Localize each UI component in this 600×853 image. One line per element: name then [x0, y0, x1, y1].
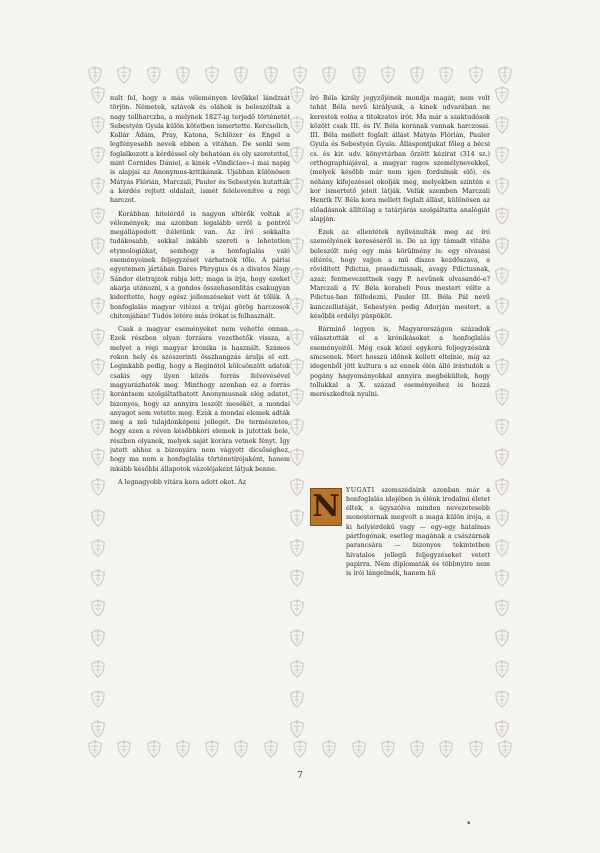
right-text-column [310, 94, 490, 734]
left-text-column [110, 94, 290, 734]
heraldic-shield-icon [288, 539, 306, 557]
heraldic-shield-icon [493, 177, 511, 195]
heraldic-shield-icon [288, 599, 306, 617]
heraldic-shield-icon [89, 207, 107, 225]
heraldic-shield-icon [493, 720, 511, 738]
heraldic-shield-icon [288, 660, 306, 678]
heraldic-shield-icon [89, 448, 107, 466]
heraldic-shield-icon [288, 388, 306, 406]
page-number: 7 [297, 771, 303, 781]
heraldic-shield-icon [86, 66, 104, 84]
heraldic-shield-icon [89, 297, 107, 315]
heraldic-shield-icon [89, 177, 107, 195]
heraldic-shield-icon [496, 740, 514, 758]
heraldic-shield-icon [408, 740, 426, 758]
heraldic-shield-icon [89, 358, 107, 376]
heraldic-shield-icon [493, 86, 511, 104]
paragraph: szomszédaink azonban már a honfoglalás idejében is élénk irodalmi életet éltek, s ügyszólva minden nevezetesebb monostornak megvolt a maga külön írója, a ki helyiérdekű vagy — egy-egy hatalmas pártfogónak, esetleg magának a császárnak parancsára — bizonyos tekintetben hivatalos jellegű feljegyzéseket vetett papirra. Nem diplomaták és többnyire nem is írói lángelmék, hanem hű [346, 486, 490, 578]
heraldic-shield-icon [203, 740, 221, 758]
heraldic-shield-icon [493, 629, 511, 647]
heraldic-shield-icon [288, 629, 306, 647]
paragraph: Csak a magyar eseményeket nem vehette onnan. Ezek részben olyan forrásra vezethetők vissza, a melyet a régi magyar krónika is használt. Számos rokon hely és szószerinti összhangzás árulja el ezt. Leginkább pedig, hogy a Reginótól kölcsönzött adatok csakis egy ilyen közös forrás felvevésével magyarázhatók meg. Minthogy azonban ez a forrás korántsem szolgáltathatott Anonymusnak elég adatot, bizonyos, hogy az annyira leszólt mesékét, a mondai anyagot sem vetette meg. Ezek a mondai elemek adták meg a mű tulajdonképeni jellegét. De természetes, hogy ezen a réven későbbkori elemek is jutottak bele, részben olyanok, melyek saját korára vetnek fényt. Így jutott ahhoz a bizonyára nem vágyott dicsőséghez, hogy ma nem a honfoglalás történetírójaként, hanem inkább későbbi állapotok vázolójaként látjuk benne. [110, 326, 290, 473]
heraldic-shield-icon [86, 740, 104, 758]
heraldic-shield-icon [115, 66, 133, 84]
heraldic-shield-icon [89, 418, 107, 436]
heraldic-shield-icon [89, 267, 107, 285]
heraldic-shield-icon [89, 539, 107, 557]
ornament-border-top [86, 64, 514, 86]
heraldic-shield-icon [467, 740, 485, 758]
paragraph: Korábban hitelérdő is nagyon eltérők voltak a vélemények; ma azonban legalább erről a pontról megállapodott ítéletünk van. Az író sokkalta tudákosabb, sokkal inkább szereti a lehetetlen etymologiákat, semhogy a honfoglalás való eseményeinek feljegyzését várhatnók tőle. A párisi egyetemen jártában Dares Phrygius és a divatos Nagy Sándor életrajzok rabja lett; maga is írja, hogy ezeket akarja utánozni, s a gondos összehasonlítás csakugyan kiderítette, hogy egész jellemzéseket vett át tőlük. A honfoglalás magyar vitézei a trójai görög harczosok chitonjában! Tudós létére más írókat is felhasznált. [110, 210, 290, 320]
heraldic-shield-icon [493, 388, 511, 406]
heraldic-shield-icon [262, 66, 280, 84]
heraldic-shield-icon [493, 267, 511, 285]
heraldic-shield-icon [288, 297, 306, 315]
paragraph: A legnagyobb vitára kora adott okot. Az [118, 478, 246, 486]
heraldic-shield-icon [89, 569, 107, 587]
heraldic-shield-icon [288, 328, 306, 346]
heraldic-shield-icon [288, 267, 306, 285]
heraldic-shield-icon [262, 740, 280, 758]
heraldic-shield-icon [288, 146, 306, 164]
heraldic-shield-icon [89, 388, 107, 406]
heraldic-shield-icon [493, 690, 511, 708]
heraldic-shield-icon [467, 66, 485, 84]
heraldic-shield-icon [288, 418, 306, 436]
heraldic-shield-icon [493, 478, 511, 496]
heraldic-shield-icon [493, 358, 511, 376]
heraldic-shield-icon [89, 509, 107, 527]
heraldic-shield-icon [89, 86, 107, 104]
heraldic-shield-icon [288, 569, 306, 587]
heraldic-shield-icon [493, 539, 511, 557]
paragraph: Ezek az ellentétek nyilvánulták meg az író személyének kereséséről is. De az így támadt vitába beleszólt még egy más körülmény is: egy olvasási eltérés, hogy vajjon a mű díszes kezdőszava, a rövidített Pdictus, praedictusnak, avagy Pdictusnak, azaz: fentnevezettnek vagy P. nevűnek olvasandó-e? Marczali a IV. Béla korabeli Pous mestert vélte a Pdictus-ban fölfedezni, Pauler III. Béla Pál nevű kanczellistáját, Sebestyén pedig Adorján mestert, a későbbi erdélyi püspököt. [310, 229, 490, 320]
heraldic-shield-icon [89, 116, 107, 134]
heraldic-shield-icon [493, 660, 511, 678]
heraldic-shield-icon [493, 297, 511, 315]
heraldic-shield-icon [89, 478, 107, 496]
heraldic-shield-icon [89, 629, 107, 647]
illuminated-initial [310, 488, 342, 526]
heraldic-shield-icon [493, 116, 511, 134]
ornament-border-left [86, 86, 110, 738]
heraldic-shield-icon [379, 740, 397, 758]
ornament-border-middle [288, 86, 306, 738]
heraldic-shield-icon [89, 660, 107, 678]
heraldic-shield-icon [288, 478, 306, 496]
heraldic-shield-icon [437, 66, 455, 84]
section-opening-text [346, 486, 490, 579]
heraldic-shield-icon [174, 66, 192, 84]
heraldic-shield-icon [288, 448, 306, 466]
heraldic-shield-icon [174, 740, 192, 758]
heraldic-shield-icon [89, 328, 107, 346]
heraldic-shield-icon [291, 66, 309, 84]
heraldic-shield-icon [493, 237, 511, 255]
heraldic-shield-icon [493, 328, 511, 346]
heraldic-shield-icon [493, 509, 511, 527]
heraldic-shield-icon [89, 720, 107, 738]
paragraph: író Béla király jegyzőjének mondja magát; nem volt tehát Béla nevű királyunk, a kinek udvarában ne kerestek volna a titokzatos írót. Ma már a szaktudósok között csak III. és IV. Béla korának vannak harczosai. III. Béla mellett foglalt állást Mátyás Flórián, Pauler Gyula és Sebestyén Gyula. Álláspontjukat főleg a bécsi cs. és kir. udv. könyvtárban őrzött kézirat (314 sz.) orthographiájával, a magyar ragos személynevekkel, (melyek később már nem igen fordulnak elő), és néhány kifejezéssel okolják meg, melyekben szintén e kor ismertető jeleit látják. Velük szemben Marczali Henrik IV. Béla kora mellett foglalt állást, különösen az előadásnak állítólag a tatárjárás szolgáltatta analógiát alapján. [310, 95, 490, 223]
heraldic-shield-icon [288, 720, 306, 738]
heraldic-shield-icon [437, 740, 455, 758]
heraldic-shield-icon [89, 599, 107, 617]
heraldic-shield-icon [288, 509, 306, 527]
lead-word: YUGATI [346, 486, 375, 494]
heraldic-shield-icon [203, 66, 221, 84]
heraldic-shield-icon [493, 448, 511, 466]
heraldic-shield-icon [350, 66, 368, 84]
heraldic-shield-icon [232, 66, 250, 84]
heraldic-shield-icon [115, 740, 133, 758]
section-opening [310, 486, 490, 579]
heraldic-shield-icon [145, 740, 163, 758]
heraldic-shield-icon [350, 740, 368, 758]
ornament-border-bottom [86, 738, 514, 760]
heraldic-shield-icon [493, 146, 511, 164]
heraldic-shield-icon [288, 86, 306, 104]
paragraph: Bárminő legyen is, Magyarországon századok választották el a krónikásokat a honfoglalás eseményeitől. Még csak közel egykorú feljegyzésünk sincsenek. Mert hosszú időnek kellett eltelnie, míg az idegenből jött kultura s az ennek élén álló írástudók a pogány hagyományokkal annyira megbékültek, hogy tollukkal a X. század eseményeihez is hozzá merészkedtek nyulni. [310, 326, 490, 399]
heraldic-shield-icon [320, 740, 338, 758]
heraldic-shield-icon [320, 66, 338, 84]
heraldic-shield-icon [288, 237, 306, 255]
heraldic-shield-icon [145, 66, 163, 84]
heraldic-shield-icon [288, 690, 306, 708]
heraldic-shield-icon [288, 177, 306, 195]
drop-cap-letter: N [312, 488, 340, 524]
heraldic-shield-icon [493, 569, 511, 587]
heraldic-shield-icon [493, 207, 511, 225]
ornament-border-right [490, 86, 514, 738]
heraldic-shield-icon [291, 740, 309, 758]
heraldic-shield-icon [89, 146, 107, 164]
heraldic-shield-icon [493, 418, 511, 436]
corner-mark: ▪ [467, 820, 471, 826]
paragraph: nult fel, hogy a más véleményen lévőkkel lándzsát törjön. Németek, szlávok és oláhok is beleszóltak a nagy tollharczba, a melynek 1827-ig terjedő történetét Sebestyén Gyula külön kötetben ismertette. Kercselich, Kollár Ádám, Pray, Katona, Schlözer és Engel a legfényesebb nevek ebben a vitában. De senki sem foglalkozott a kérdéssel oly behatóan és oly szeretettel, mint Cornides Dániel, a kinek «Vindiciae»-i mai napig is alapjai az Anonymus-kritikának. Ujabban különösen Mátyás Flórián, Marczali, Pauler és Sebestyén kutatták a kérdés rejtett oldalait, ismét felelevenítve a régi harczot. [110, 95, 290, 205]
heraldic-shield-icon [379, 66, 397, 84]
heraldic-shield-icon [288, 358, 306, 376]
heraldic-shield-icon [288, 116, 306, 134]
heraldic-shield-icon [89, 690, 107, 708]
heraldic-shield-icon [496, 66, 514, 84]
heraldic-shield-icon [288, 207, 306, 225]
heraldic-shield-icon [408, 66, 426, 84]
heraldic-shield-icon [89, 237, 107, 255]
heraldic-shield-icon [493, 599, 511, 617]
heraldic-shield-icon [232, 740, 250, 758]
